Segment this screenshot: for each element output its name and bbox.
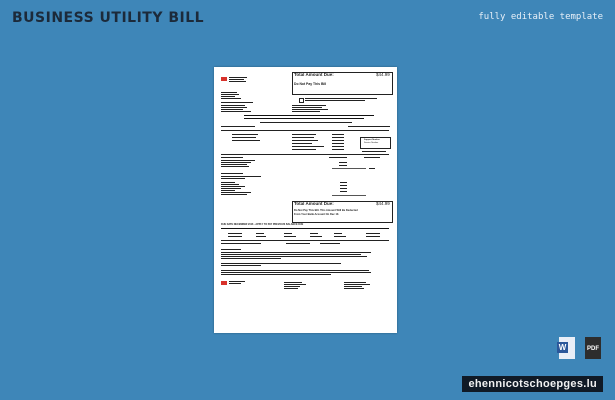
pdf-file-icon[interactable]: PDF bbox=[583, 337, 603, 361]
lower-notice-2: From Your Bank Account On Dec 10. bbox=[294, 213, 340, 216]
tagline: fully editable template bbox=[478, 12, 603, 22]
service-number-label: Service Number bbox=[364, 142, 379, 144]
support-number-label: Support Number bbox=[364, 139, 380, 141]
due-date-bar: DUE DATE DECEMBER 2016 · APPLY TO PAY PREVIOUS BALANCE DUE bbox=[221, 223, 304, 226]
do-not-pay-notice: Do Not Pay This Bill bbox=[294, 82, 327, 86]
total-amount-label: Total Amount Due: bbox=[294, 72, 334, 77]
total-amount-value: $44.99 bbox=[376, 72, 390, 77]
bill-document bbox=[214, 67, 397, 333]
word-file-icon[interactable]: W bbox=[557, 337, 577, 361]
lower-notice-1: Do Not Pay This Bill. This Amount Will Be Deducted bbox=[294, 209, 358, 212]
lower-total-value: $44.99 bbox=[376, 201, 390, 206]
utility-logo-icon bbox=[221, 77, 227, 81]
page-title: BUSINESS UTILITY BILL bbox=[12, 10, 205, 26]
lower-total-label: Total Amount Due: bbox=[294, 201, 334, 206]
site-watermark: ehennicotschoepges.lu bbox=[462, 376, 603, 392]
